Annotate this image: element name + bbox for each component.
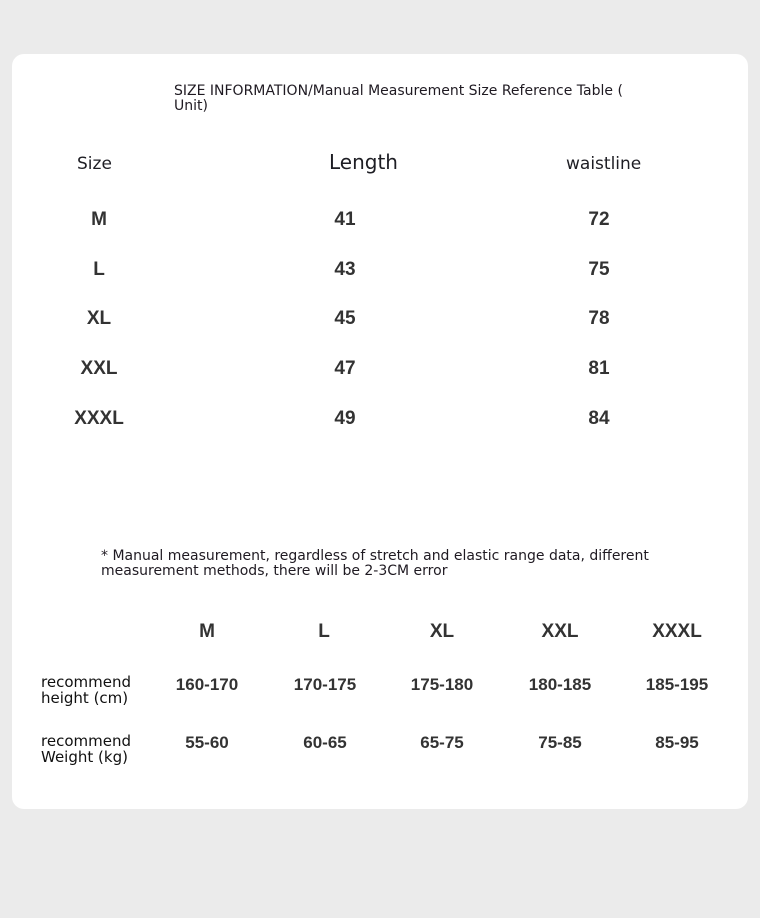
table-cell-size: L <box>93 259 105 280</box>
table-cell-waistline: 72 <box>588 209 610 230</box>
recommend-weight-value: 60-65 <box>303 733 347 752</box>
recommend-weight-label: recommend Weight (kg) <box>41 732 131 766</box>
recommend-height-value: 180-185 <box>528 675 592 694</box>
table-cell-length: 45 <box>334 308 356 329</box>
recommend-header-size: L <box>318 621 330 642</box>
table-cell-size: XL <box>86 308 112 329</box>
recommend-weight-value: 75-85 <box>538 733 582 752</box>
size-chart-card <box>12 54 748 809</box>
recommend-height-value: 170-175 <box>293 675 357 694</box>
recommend-weight-value: 85-95 <box>655 733 699 752</box>
table-cell-waistline: 84 <box>588 408 610 429</box>
table-cell-size: XXXL <box>74 408 124 429</box>
column-header-size: Size <box>77 154 112 174</box>
table-cell-length: 47 <box>334 358 356 379</box>
recommend-weight-value: 55-60 <box>185 733 229 752</box>
table-cell-length: 49 <box>334 408 356 429</box>
page-title: SIZE INFORMATION/Manual Measurement Size Reference Table ( Unit) <box>174 83 623 114</box>
recommend-header-size: XL <box>429 621 455 642</box>
recommend-height-value: 160-170 <box>175 675 239 694</box>
measurement-note: * Manual measurement, regardless of stretch and elastic range data, different measurement methods, there will be 2-3CM error <box>101 548 649 579</box>
table-cell-size: M <box>91 209 107 230</box>
recommend-header-size: XXXL <box>652 621 702 642</box>
recommend-weight-value: 65-75 <box>420 733 464 752</box>
table-cell-waistline: 75 <box>588 259 610 280</box>
column-header-length: Length <box>329 150 398 174</box>
recommend-height-value: 185-195 <box>645 675 709 694</box>
table-cell-length: 43 <box>334 259 356 280</box>
table-cell-length: 41 <box>334 209 356 230</box>
recommend-height-value: 175-180 <box>410 675 474 694</box>
column-header-waistline: waistline <box>566 154 642 174</box>
table-cell-size: XXL <box>80 358 118 379</box>
recommend-header-size: M <box>199 621 215 642</box>
table-cell-waistline: 78 <box>588 308 610 329</box>
table-cell-waistline: 81 <box>588 358 610 379</box>
recommend-height-label: recommend height (cm) <box>41 673 131 707</box>
recommend-header-size: XXL <box>541 621 579 642</box>
